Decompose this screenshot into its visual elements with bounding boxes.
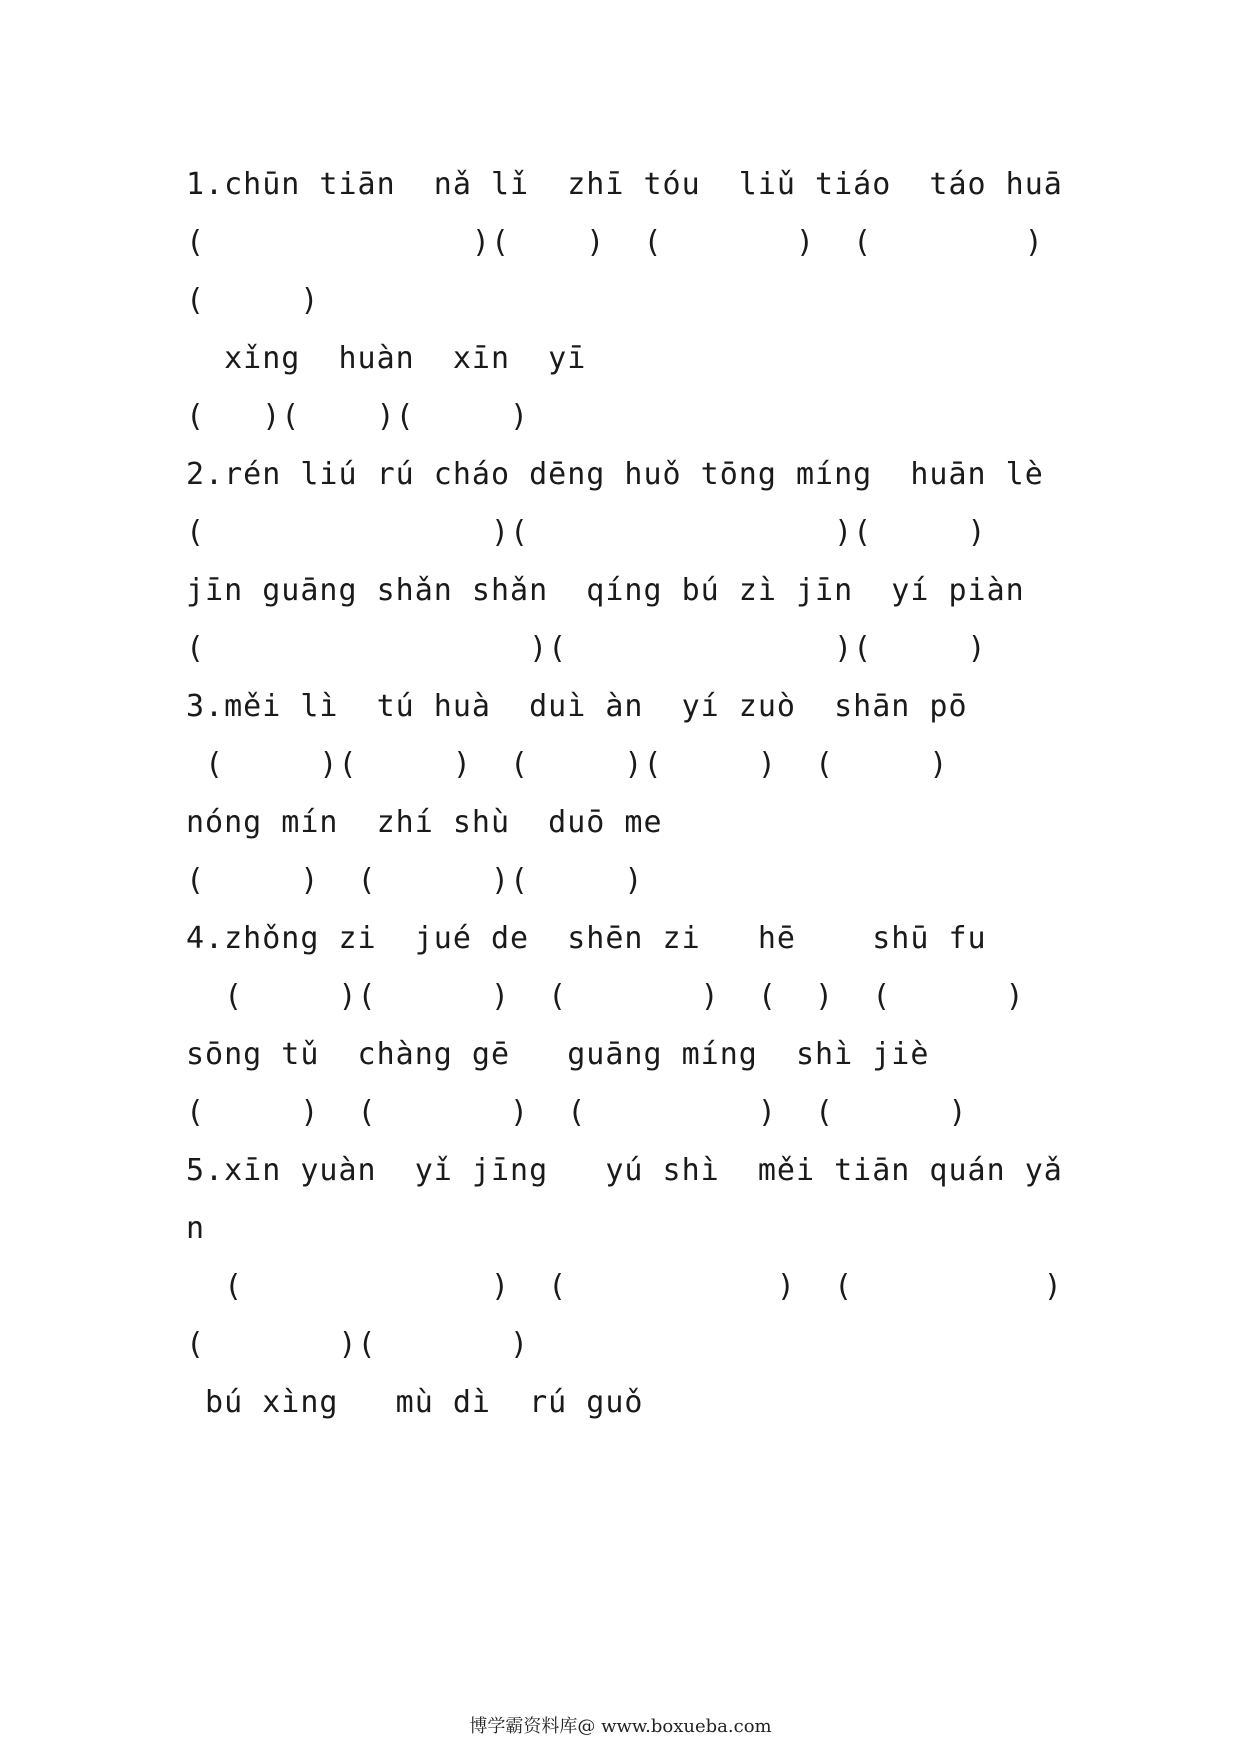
answer-line-1: ( )( ) ( ) ( ) <box>186 225 1044 260</box>
pinyin-line-7: 4.zhǒng zi jué de shēn zi hē shū fu <box>186 921 987 956</box>
pinyin-line-5: 3.měi lì tú huà duì àn yí zuò shān pō <box>186 689 968 724</box>
answer-line-6: ( )( ) ( )( ) ( ) <box>186 747 949 782</box>
answer-line-10: ( ) ( ) ( ) <box>186 1269 1063 1304</box>
answer-line-2: ( ) <box>186 283 320 318</box>
answer-line-7: ( ) ( )( ) <box>186 863 644 898</box>
answer-line-8: ( )( ) ( ) ( ) ( ) <box>186 979 1025 1014</box>
answer-line-11: ( )( ) <box>186 1327 530 1362</box>
pinyin-line-1: 1.chūn tiān nǎ lǐ zhī tóu liǔ tiáo táo huā <box>186 167 1063 202</box>
pinyin-line-8: sōng tǔ chàng gē guāng míng shì jiè <box>186 1037 930 1072</box>
answer-line-5: ( )( )( ) <box>186 631 987 666</box>
pinyin-line-3: 2.rén liú rú cháo dēng huǒ tōng míng huān lè <box>186 457 1044 492</box>
pinyin-line-10: bú xìng mù dì rú guǒ <box>186 1385 644 1420</box>
pinyin-line-6: nóng mín zhí shù duō me <box>186 805 663 840</box>
pinyin-line-2: xǐng huàn xīn yī <box>186 341 587 376</box>
pinyin-line-4: jīn guāng shǎn shǎn qíng bú zì jīn yí piàn <box>186 573 1025 608</box>
footer-watermark: 博学霸资料库@ www.boxueba.com <box>469 1716 772 1737</box>
pinyin-line-9-wrap: n <box>186 1211 206 1246</box>
answer-line-9: ( ) ( ) ( ) ( ) <box>186 1095 968 1130</box>
answer-line-3: ( )( )( ) <box>186 399 530 434</box>
pinyin-line-9: 5.xīn yuàn yǐ jīng yú shì měi tiān quán yǎ <box>186 1153 1063 1188</box>
answer-line-4: ( )( )( ) <box>186 515 987 550</box>
